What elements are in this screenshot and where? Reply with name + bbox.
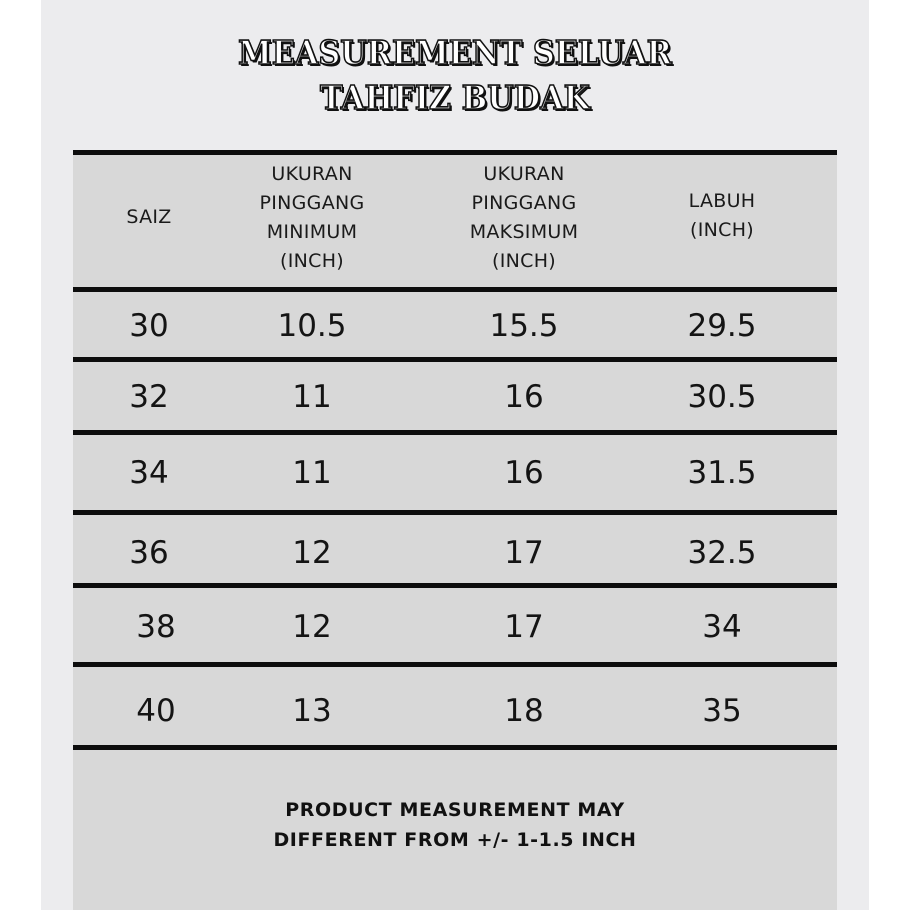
- disclaimer-note: [73, 795, 837, 855]
- row-divider: [73, 510, 837, 515]
- cell-saiz: 34: [129, 455, 169, 491]
- page-title: [36, 30, 873, 120]
- cell-maksimum: 17: [504, 535, 544, 571]
- title-line-2: TAHFIZ BUDAK: [319, 78, 591, 117]
- cell-saiz: 40: [136, 693, 176, 729]
- header-labuh: LABUH (INCH): [688, 190, 756, 241]
- cell-maksimum: 18: [504, 693, 544, 729]
- cell-labuh: 35: [702, 693, 742, 729]
- cell-saiz: 30: [129, 308, 169, 344]
- title-line-1: MEASUREMENT SELUAR: [238, 33, 672, 72]
- cell-saiz: 32: [129, 379, 169, 415]
- cell-maksimum: 17: [504, 609, 544, 645]
- disclaimer-line-2: DIFFERENT FROM +/- 1-1.5 INCH: [273, 829, 637, 851]
- cell-minimum: 10.5: [277, 308, 347, 344]
- cell-maksimum: 16: [504, 455, 544, 491]
- cell-minimum: 11: [292, 379, 332, 415]
- header-saiz: SAIZ: [126, 206, 172, 228]
- row-divider: [73, 662, 837, 667]
- row-divider: [73, 430, 837, 435]
- table-bottom-rule: [73, 745, 837, 750]
- cell-minimum: 12: [292, 609, 332, 645]
- cell-labuh: 30.5: [687, 379, 757, 415]
- header-pinggang-minimum: UKURAN PINGGANG MINIMUM (INCH): [259, 163, 365, 272]
- cell-saiz: 38: [136, 609, 176, 645]
- disclaimer-line-1: PRODUCT MEASUREMENT MAY: [285, 799, 625, 821]
- cell-minimum: 12: [292, 535, 332, 571]
- row-divider: [73, 583, 837, 588]
- cell-labuh: 31.5: [687, 455, 757, 491]
- row-divider: [73, 357, 837, 362]
- cell-minimum: 11: [292, 455, 332, 491]
- header-pinggang-maksimum: UKURAN PINGGANG MAKSIMUM (INCH): [469, 163, 579, 272]
- cell-labuh: 34: [702, 609, 742, 645]
- cell-maksimum: 16: [504, 379, 544, 415]
- header-bottom-rule: [73, 287, 837, 292]
- cell-maksimum: 15.5: [489, 308, 559, 344]
- cell-saiz: 36: [129, 535, 169, 571]
- table-top-rule: [73, 150, 837, 155]
- cell-labuh: 32.5: [687, 535, 757, 571]
- cell-minimum: 13: [292, 693, 332, 729]
- cell-labuh: 29.5: [687, 308, 757, 344]
